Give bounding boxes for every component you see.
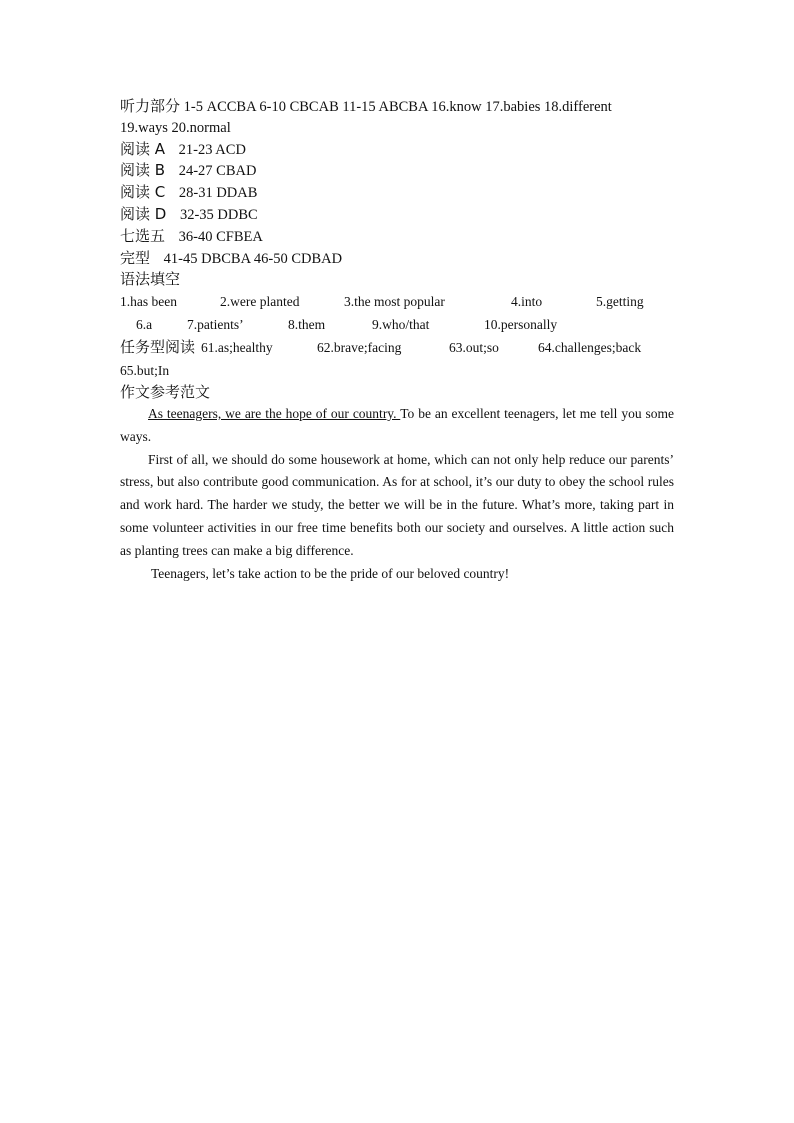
grammar-answer: 5.getting xyxy=(596,294,644,310)
listening-label: 听力部分 xyxy=(120,97,181,115)
grammar-answer: 9.who/that xyxy=(372,317,430,333)
cloze-label: 完型 xyxy=(120,248,151,267)
reading-c-answers: 28-31 DDAB xyxy=(178,185,258,202)
task-reading-answer: 62.brave;facing xyxy=(317,340,402,356)
reading-a-answers: 21-23 ACD xyxy=(178,141,246,158)
grammar-answer: 10.personally xyxy=(484,317,558,333)
listening-answers-cont: 19.ways 20.normal xyxy=(120,119,231,136)
seven-choose-five-answers: 36-40 CFBEA xyxy=(178,228,263,245)
task-reading-answer: 63.out;so xyxy=(449,340,499,356)
task-reading-answer: 61.as;healthy xyxy=(201,340,273,356)
model-essay xyxy=(120,403,674,585)
essay-paragraph-2: First of all, we should do some housework at home, which can not only help reduce our parents’ stress, but also contribute good communication. As for at school, it’s our duty to obey the school rules and work hard. The harder we study, the better we will be in the future. What’s more, taking part in some volunteer activities in our free time benefits both our society and ourselves. A little action such as planting trees can make a big difference. xyxy=(120,451,674,558)
reading-c-row xyxy=(120,182,674,204)
grammar-answer: 8.them xyxy=(288,317,326,333)
grammar-answer: 6.a xyxy=(136,317,153,333)
essay-label: 作文参考范文 xyxy=(120,383,211,402)
task-reading-row-2: 65.but;In xyxy=(120,363,170,379)
seven-choose-five-row xyxy=(120,226,674,248)
grammar-answer: 3.the most popular xyxy=(344,294,445,310)
listening-section xyxy=(120,96,674,118)
reading-b-label: 阅读 B xyxy=(120,161,166,180)
grammar-answer: 4.into xyxy=(511,294,543,310)
reading-a-row xyxy=(120,139,674,161)
reading-d-row xyxy=(120,204,674,226)
seven-choose-five-label: 七选五 xyxy=(120,226,166,245)
essay-paragraph-1-rest: To be an excellent teenagers, let me tell you some ways. xyxy=(120,405,674,444)
reading-c-label: 阅读 C xyxy=(120,183,166,202)
reading-b-answers: 24-27 CBAD xyxy=(178,163,257,180)
reading-d-label: 阅读 D xyxy=(120,204,167,223)
listening-answers: 1-5 ACCBA 6-10 CBCAB 11-15 ABCBA 16.know 17.babies 18.different xyxy=(183,99,612,115)
reading-b-row xyxy=(120,160,674,182)
cloze-row xyxy=(120,248,674,270)
answer-key-document xyxy=(120,96,674,585)
grammar-label: 语法填空 xyxy=(120,270,181,289)
grammar-answer: 1.has been xyxy=(120,294,177,310)
task-reading-answer: 64.challenges;back xyxy=(538,340,642,356)
reading-a-label: 阅读 A xyxy=(120,139,166,158)
grammar-row-2 xyxy=(120,313,674,336)
essay-paragraph-3: Teenagers, let’s take action to be the pride of our beloved country! xyxy=(151,565,510,581)
task-reading-label: 任务型阅读 xyxy=(120,338,196,357)
grammar-row-1 xyxy=(120,290,674,313)
grammar-answer: 7.patients’ xyxy=(187,317,244,333)
essay-underlined-sentence: As teenagers, we are the hope of our country. xyxy=(148,405,401,421)
grammar-answer: 2.were planted xyxy=(220,294,300,310)
task-reading-row xyxy=(120,336,674,359)
cloze-answers: 41-45 DBCBA 46-50 CDBAD xyxy=(163,250,343,267)
essay-paragraph-1 xyxy=(120,403,674,449)
reading-d-answers: 32-35 DDBC xyxy=(179,206,258,223)
